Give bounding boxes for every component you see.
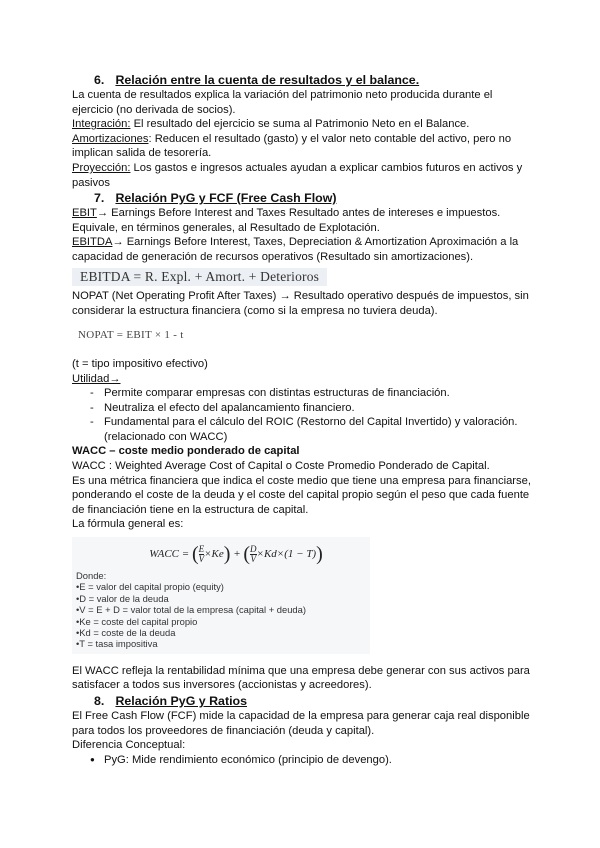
donde-item: •E = valor del capital propio (equity) — [76, 581, 224, 593]
wacc-ke: ×Ke — [204, 548, 224, 561]
nopat-formula-wrap — [72, 318, 534, 357]
list-item: - Fundamental para el cálculo del ROIC (Restorno del Capital Invertido) y valoración. (relacionado con WACC) — [90, 415, 534, 444]
donde-item: •D = valor de la deuda — [76, 592, 169, 604]
s8-fcf: El Free Cash Flow (FCF) mide la capacidad de la empresa para generar caja real disponible para todos los proveedores de financiación (deuda y capital). — [72, 710, 530, 737]
section-6-heading — [72, 72, 534, 88]
wacc-formula-image — [72, 537, 370, 654]
s6-integracion — [72, 117, 534, 132]
amortizaciones-label: Amortizaciones — [72, 132, 149, 145]
s7-t-note: (t = tipo impositivo efectivo) — [72, 357, 208, 370]
section-6-title: Relación entre la cuenta de resultados y el balance. — [115, 73, 420, 87]
s7-ebitda — [72, 235, 534, 264]
donde-label: Donde: — [76, 570, 107, 582]
integracion-text: El resultado del ejercicio se suma al Patrimonio Neto en el Balance. — [130, 118, 470, 131]
integracion-label: Integración: — [72, 118, 131, 131]
utilidad-list — [72, 386, 534, 444]
s8-bullets — [72, 753, 534, 768]
ebitda-formula: EBITDA = R. Expl. + Amort. + Deterioros — [72, 268, 327, 287]
section-7-heading — [72, 190, 534, 206]
amortizaciones-text: : Reducen el resultado (gasto) y el valor neto contable del activo, pero no implican salida de tesorería. — [72, 132, 512, 160]
section-8-heading — [72, 693, 534, 709]
list-item: ● PyG: Mide rendimiento económico (principio de devengo). — [90, 753, 534, 768]
donde-item: •Kd = coste de la deuda — [76, 627, 176, 639]
wacc-closing: El WACC refleja la rentabilidad mínima que una empresa debe generar con sus activos para satisfacer a todos sus inversores (accionistas y acreedores). — [72, 664, 530, 692]
s6-amortizaciones — [72, 132, 534, 161]
nopat-formula: NOPAT = EBIT × 1 - t — [78, 329, 184, 342]
donde-item: •T = tasa impositiva — [76, 638, 158, 650]
section-7-number: 7. — [94, 191, 105, 206]
wacc-lhs: WACC = — [149, 548, 190, 561]
document-page — [72, 72, 534, 767]
wacc-kd: ×Kd×(1 − T) — [256, 548, 317, 561]
wacc-frac-d: $\frac{D}{V}$ — [250, 544, 257, 565]
formula-intro: La fórmula general es: — [72, 518, 184, 531]
wacc-heading: WACC – coste medio ponderado de capital — [72, 445, 300, 458]
ebitda-label: EBITDA — [72, 236, 113, 249]
wacc-frac-e: $\frac{E}{V}$ — [198, 544, 205, 565]
s6-intro: La cuenta de resultados explica la variación del patrimonio neto producida durante el ejercicio (no derivada de socios). — [72, 89, 493, 116]
s7-utilidad-label — [72, 372, 534, 387]
proyeccion-text: Los gastos e ingresos actuales ayudan a explicar cambios futuros en activos y pasivos — [72, 161, 523, 189]
ebit-text: → Earnings Before Interest and Taxes Resultado antes de intereses e impuestos. Equivale, en términos generales, al Resultado de Explotación. — [72, 207, 501, 234]
list-item: - Neutraliza el efecto del apalancamiento financiero. — [90, 401, 534, 416]
ebitda-formula-wrap — [72, 265, 534, 290]
utilidad-label: Utilidad→ — [72, 372, 121, 385]
wacc-description: Es una métrica financiera que indica el coste medio que tiene una empresa para financiarse, ponderando el coste de la deuda y el coste del capital propio según el peso que cada fuente de financiación tiene en la estructura de capital. — [72, 474, 531, 516]
ebit-label: EBIT — [72, 207, 97, 220]
s7-ebit — [72, 206, 534, 235]
s7-nopat: NOPAT (Net Operating Profit After Taxes) → Resultado operativo después de impuestos, sin considerar la estructura financiera (como si la empresa no tuviera deuda). — [72, 290, 529, 317]
section-8-title: Relación PyG y Ratios — [115, 694, 247, 709]
wacc-plus: + — [233, 548, 241, 561]
proyeccion-label: Proyección: — [72, 161, 131, 174]
wacc-definition: WACC : Weighted Average Cost of Capital o Coste Promedio Ponderado de Capital. — [72, 460, 490, 473]
donde-item: •V = E + D = valor total de la empresa (capital + deuda) — [76, 604, 306, 616]
ebitda-text: → Earnings Before Interest, Taxes, Depreciation & Amortization Aproximación a la capacidad de generación de recursos operativos (Resultado sin amortizaciones). — [72, 236, 519, 263]
section-6-number: 6. — [94, 73, 105, 87]
section-8-number: 8. — [94, 694, 105, 709]
wacc-formula: WACC = ( $\frac{E}{V}$ ×Ke) + ( $\frac{D}{V}$ ×Kd×(1 − T)) — [149, 542, 323, 565]
list-item: - Permite comparar empresas con distintas estructuras de financiación. — [90, 386, 534, 401]
donde-item: •Ke = coste del capital propio — [76, 615, 198, 627]
section-7-title: Relación PyG y FCF (Free Cash Flow) — [115, 191, 337, 206]
s8-diferencia: Diferencia Conceptual: — [72, 739, 186, 752]
s6-proyeccion — [72, 161, 534, 190]
